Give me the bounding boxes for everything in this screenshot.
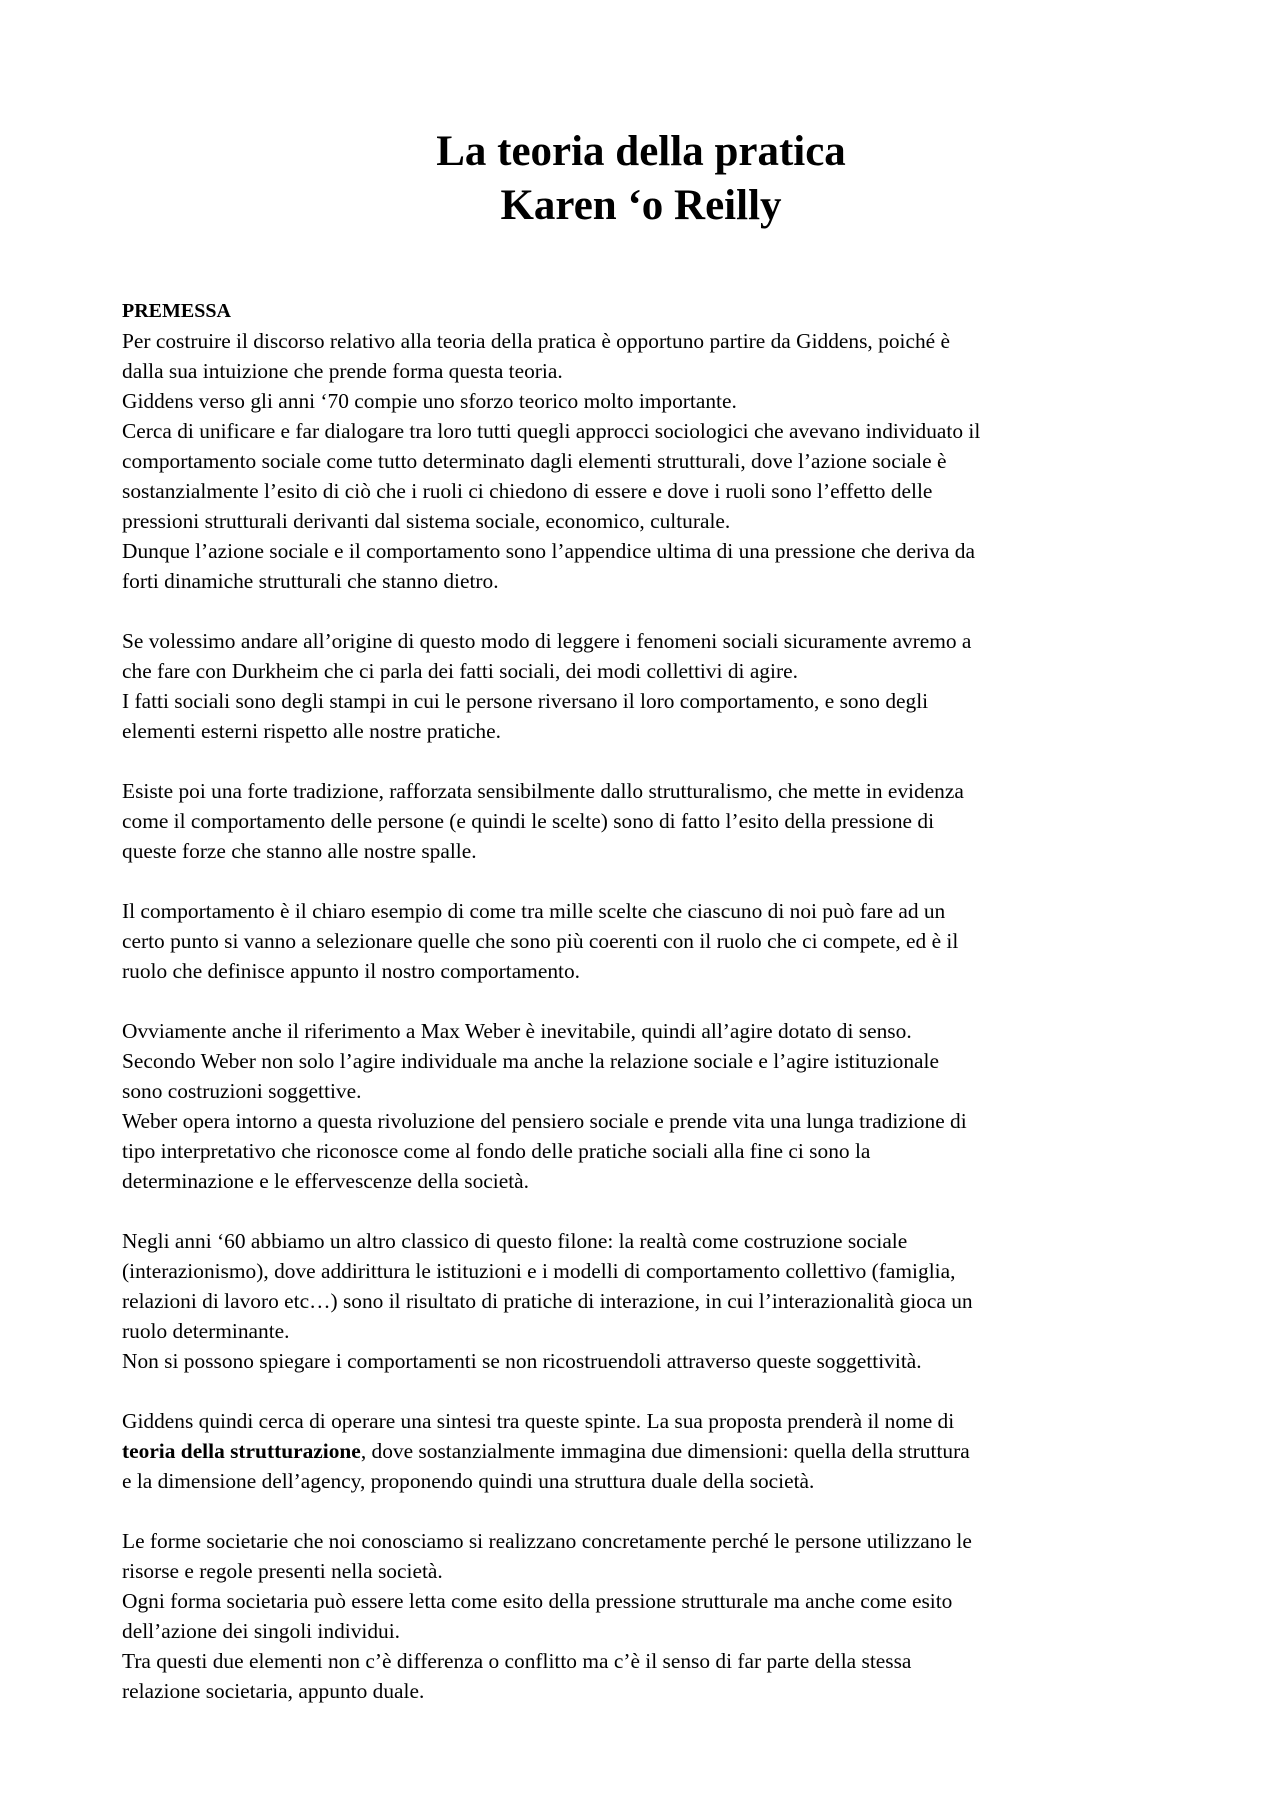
paragraph-1	[122, 326, 1160, 596]
text-line: determinazione e le effervescenze della società.	[122, 1169, 529, 1193]
text-line: pressioni strutturali derivanti dal sistema sociale, economico, culturale.	[122, 509, 731, 533]
paragraph-gap	[122, 596, 1160, 626]
paragraph-gap	[122, 1496, 1160, 1526]
text-fragment: , dove sostanzialmente immagina due dimensioni: quella della struttura	[360, 1439, 970, 1463]
text-line: Ovviamente anche il riferimento a Max Weber è inevitabile, quindi all’agire dotato di senso.	[122, 1019, 912, 1043]
text-line: Non si possono spiegare i comportamenti se non ricostruendoli attraverso queste soggettività.	[122, 1349, 922, 1373]
text-line: elementi esterni rispetto alle nostre pratiche.	[122, 719, 501, 743]
section-heading: PREMESSA	[122, 300, 231, 322]
text-line: sostanzialmente l’esito di ciò che i ruoli ci chiedono di essere e dove i ruoli sono l’effetto delle	[122, 479, 933, 503]
text-line: dalla sua intuizione che prende forma questa teoria.	[122, 359, 563, 383]
text-line: certo punto si vanno a selezionare quelle che sono più coerenti con il ruolo che ci compete, ed è il	[122, 929, 959, 953]
text-line: dell’azione dei singoli individui.	[122, 1619, 401, 1643]
text-line: Esiste poi una forte tradizione, rafforzata sensibilmente dallo strutturalismo, che mette in evidenza	[122, 779, 964, 803]
paragraph-gap	[122, 1196, 1160, 1226]
text-line: comportamento sociale come tutto determinato dagli elementi strutturali, dove l’azione sociale è	[122, 449, 947, 473]
text-line: forti dinamiche strutturali che stanno dietro.	[122, 569, 499, 593]
document-body	[122, 296, 1160, 1706]
text-line: Cerca di unificare e far dialogare tra loro tutti quegli approcci sociologici che avevano individuato il	[122, 419, 981, 443]
title-line-1: La teoria della pratica	[436, 128, 846, 175]
paragraph-6	[122, 1226, 1160, 1376]
text-line: Le forme societarie che noi conosciamo si realizzano concretamente perché le persone utilizzano le	[122, 1529, 972, 1553]
text-line: risorse e regole presenti nella società.	[122, 1559, 443, 1583]
text-line: Tra questi due elementi non c’è differenza o conflitto ma c’è il senso di far parte della stessa	[122, 1649, 912, 1673]
text-line: relazione societaria, appunto duale.	[122, 1679, 425, 1703]
paragraph-gap	[122, 746, 1160, 776]
text-line	[122, 1436, 1160, 1466]
text-line: Giddens verso gli anni ‘70 compie uno sforzo teorico molto importante.	[122, 389, 737, 413]
paragraph-5	[122, 1016, 1160, 1196]
text-line: I fatti sociali sono degli stampi in cui le persone riversano il loro comportamento, e sono degli	[122, 689, 929, 713]
text-line: e la dimensione dell’agency, proponendo quindi una struttura duale della società.	[122, 1469, 815, 1493]
text-line: Se volessimo andare all’origine di questo modo di leggere i fenomeni sociali sicuramente avremo a	[122, 629, 972, 653]
document-title	[122, 125, 1160, 233]
text-line: tipo interpretativo che riconosce come al fondo delle pratiche sociali alla fine ci sono la	[122, 1139, 871, 1163]
text-line: Per costruire il discorso relativo alla teoria della pratica è opportuno partire da Giddens, poiché è	[122, 329, 950, 353]
text-line: queste forze che stanno alle nostre spalle.	[122, 839, 477, 863]
paragraph-8	[122, 1526, 1160, 1706]
text-line: Giddens quindi cerca di operare una sintesi tra queste spinte. La sua proposta prenderà il nome di	[122, 1409, 955, 1433]
text-line: Dunque l’azione sociale e il comportamento sono l’appendice ultima di una pressione che deriva da	[122, 539, 975, 563]
text-line: come il comportamento delle persone (e quindi le scelte) sono di fatto l’esito della pressione di	[122, 809, 935, 833]
text-line: Weber opera intorno a questa rivoluzione del pensiero sociale e prende vita una lunga tradizione di	[122, 1109, 967, 1133]
text-line: che fare con Durkheim che ci parla dei fatti sociali, dei modi collettivi di agire.	[122, 659, 798, 683]
text-line: relazioni di lavoro etc…) sono il risultato di pratiche di interazione, in cui l’interazionalità gioca un	[122, 1289, 973, 1313]
paragraph-7	[122, 1406, 1160, 1496]
text-line: Secondo Weber non solo l’agire individuale ma anche la relazione sociale e l’agire istituzionale	[122, 1049, 939, 1073]
paragraph-2	[122, 626, 1160, 746]
text-line: Il comportamento è il chiaro esempio di come tra mille scelte che ciascuno di noi può fare ad un	[122, 899, 946, 923]
title-line-2: Karen ‘o Reilly	[500, 182, 782, 229]
paragraph-4	[122, 896, 1160, 986]
text-line: ruolo che definisce appunto il nostro comportamento.	[122, 959, 580, 983]
bold-term: teoria della strutturazione	[122, 1439, 361, 1463]
paragraph-gap	[122, 986, 1160, 1016]
text-line: sono costruzioni soggettive.	[122, 1079, 362, 1103]
text-line: Negli anni ‘60 abbiamo un altro classico di questo filone: la realtà come costruzione sociale	[122, 1229, 908, 1253]
paragraph-gap	[122, 866, 1160, 896]
paragraph-3	[122, 776, 1160, 866]
text-line: Ogni forma societaria può essere letta come esito della pressione strutturale ma anche come esito	[122, 1589, 953, 1613]
paragraph-gap	[122, 1376, 1160, 1406]
text-line: (interazionismo), dove addirittura le istituzioni e i modelli di comportamento collettivo (famiglia,	[122, 1259, 956, 1283]
text-line: ruolo determinante.	[122, 1319, 290, 1343]
